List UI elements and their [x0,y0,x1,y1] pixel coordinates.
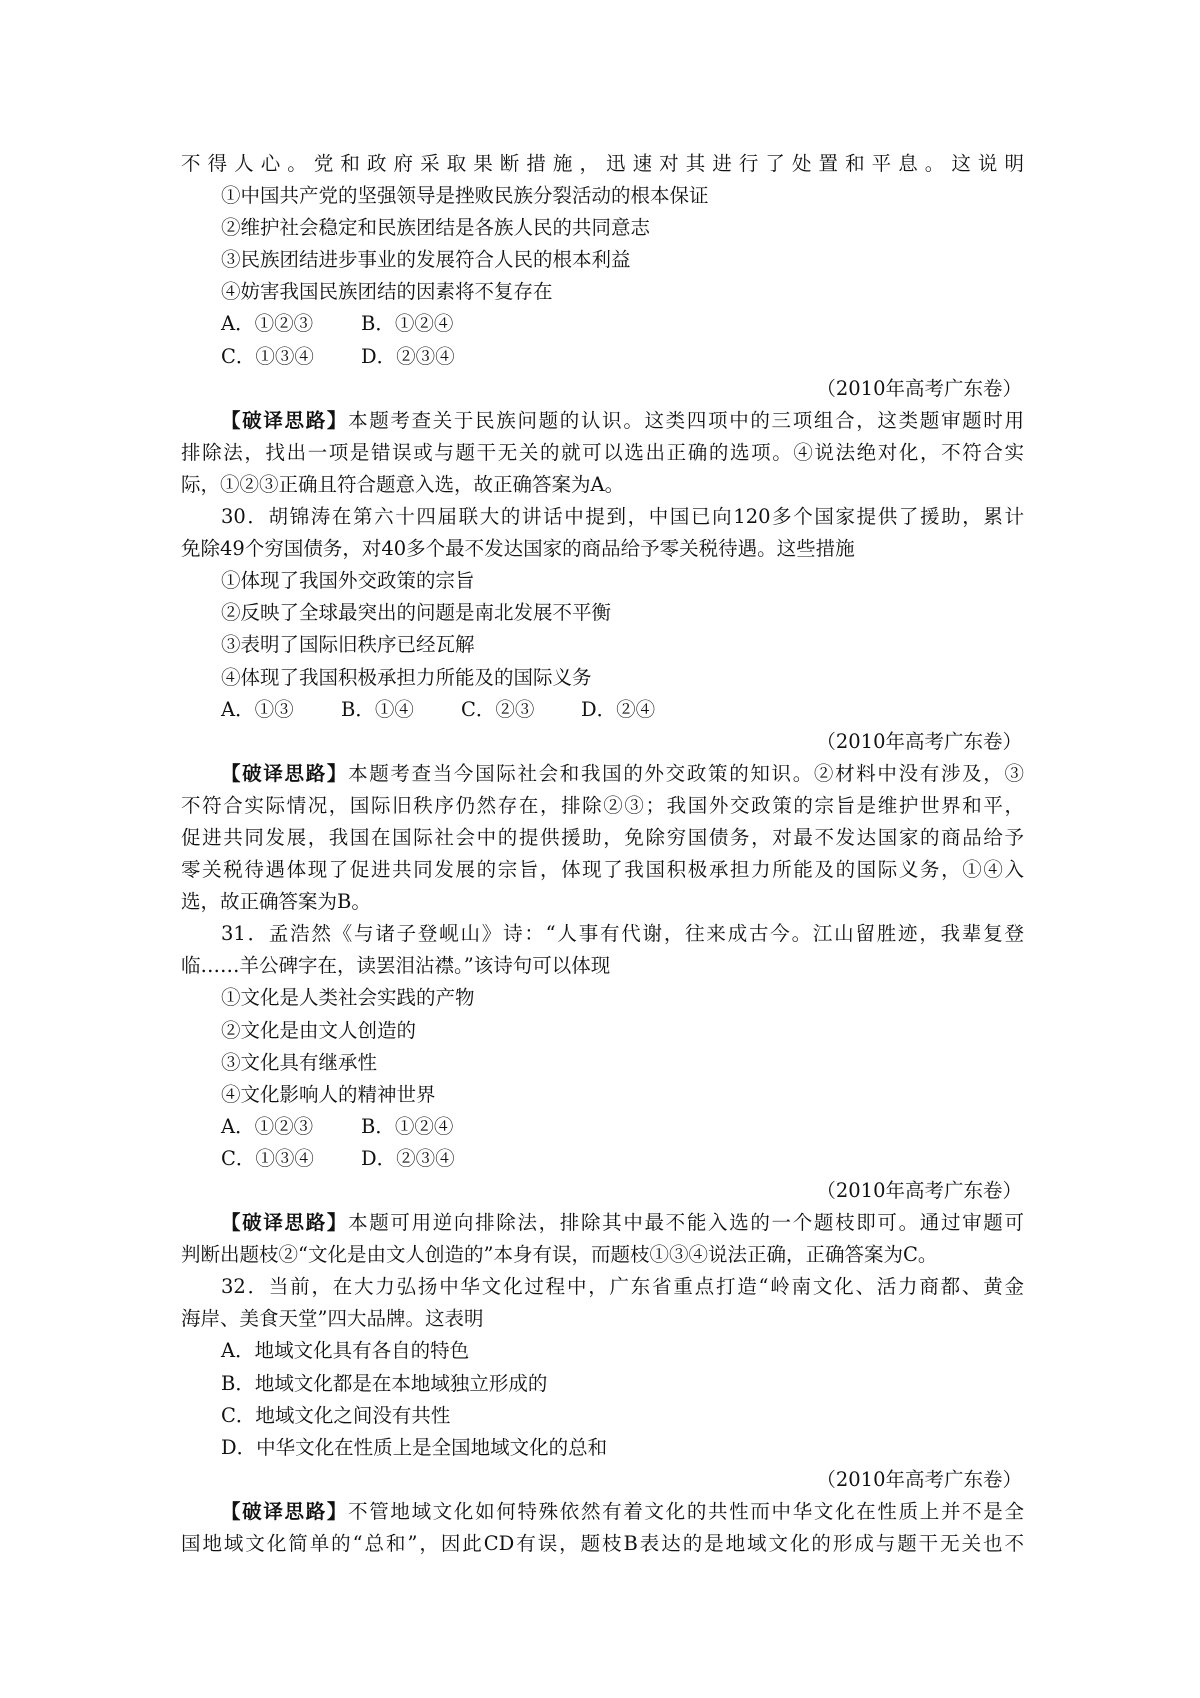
q29-option-b: B．①②④ [361,312,454,336]
q31-analysis-line-2: 判断出题枝②“文化是由文人创造的”本身有误，而题枝①③④说法正确，正确答案为C。 [181,1243,938,1267]
q31-option-d: D．②③④ [361,1146,455,1170]
q32-option-d: D．中华文化在性质上是全国地域文化的总和 [221,1435,608,1459]
q29-statement-4: ④妨害我国民族团结的因素将不复存在 [221,280,553,304]
q31-statement-4: ④文化影响人的精神世界 [221,1082,436,1106]
q32-option-a: A．地域文化具有各自的特色 [221,1339,470,1363]
q29-stem-line: 不得人心。党和政府采取果断措施，迅速对其进行了处置和平息。这说明 [181,152,1024,175]
q30-analysis-line-1 [181,758,1024,790]
q29-options-row-2 [181,341,1024,373]
q32-analysis-label: 【破译思路】 [221,1499,349,1523]
q30-analysis-text-1: 本题考查当今国际社会和我国的外交政策的知识。②材料中没有涉及，③ [348,761,1024,785]
q29-option-a: A．①②③ [221,312,314,336]
q30-statement-4: ④体现了我国积极承担力所能及的国际义务 [221,665,592,689]
document-page [181,148,1024,1560]
q32-stem-line-1: 32．当前，在大力弘扬中华文化过程中，广东省重点打造“岭南文化、活力商都、黄金 [221,1275,1024,1299]
q29-source: （2010年高考广东卷） [816,376,1022,400]
q30-statement-1: ①体现了我国外交政策的宗旨 [221,569,475,593]
q30-analysis-line-5: 选，故正确答案为B。 [181,890,371,914]
q29-analysis-line-3: 际，①②③正确且符合题意入选，故正确答案为A。 [181,472,625,496]
q31-option-b: B．①②④ [361,1114,454,1138]
q31-analysis-text-1: 本题可用逆向排除法，排除其中最不能入选的一个题枝即可。通过审题可 [348,1211,1024,1235]
q31-options-row-2 [181,1143,1024,1175]
q32-analysis-line-2: 国地域文化简单的“总和”，因此CD有误，题枝B表达的是地域文化的形成与题干无关也不 [181,1532,1024,1556]
q31-stem-line-1: 31．孟浩然《与诸子登岘山》诗：“人事有代谢，往来成古今。江山留胜迹，我辈复登 [221,922,1024,946]
q30-option-a: A．①③ [221,697,294,721]
q32-analysis-line-1 [181,1496,1024,1528]
q29-options-row-1 [181,308,1024,340]
q30-stem-line-2: 免除49个穷国债务，对40多个最不发达国家的商品给予零关税待遇。这些措施 [181,537,855,561]
q30-statement-2: ②反映了全球最突出的问题是南北发展不平衡 [221,601,612,625]
q31-option-a: A．①②③ [221,1114,314,1138]
q31-statement-2: ②文化是由文人创造的 [221,1018,417,1042]
q30-source: （2010年高考广东卷） [816,729,1022,753]
q30-analysis-label: 【破译思路】 [221,761,349,785]
q31-statement-1: ①文化是人类社会实践的产物 [221,986,475,1010]
q32-stem-line-2: 海岸、美食天堂”四大品牌。这表明 [181,1307,484,1331]
q31-source: （2010年高考广东卷） [816,1179,1022,1202]
q31-analysis-label: 【破译思路】 [221,1211,349,1235]
q32-source: （2010年高考广东卷） [816,1467,1022,1491]
q30-statement-3: ③表明了国际旧秩序已经瓦解 [221,633,475,657]
q29-option-c: C．①③④ [221,344,314,368]
q30-stem-line-1: 30．胡锦涛在第六十四届联大的讲话中提到，中国已向120多个国家提供了援助，累计 [221,505,1024,529]
q29-analysis-label: 【破译思路】 [221,408,349,432]
q30-analysis-line-3: 促进共同发展，我国在国际社会中的提供援助，免除穷国债务，对最不发达国家的商品给予 [181,825,1024,849]
q31-options-row-1 [181,1111,1024,1143]
q30-options-row [181,694,1024,726]
q29-analysis-text-1: 本题考查关于民族问题的认识。这类四项中的三项组合，这类题审题时用 [348,408,1024,432]
q30-analysis-line-4: 零关税待遇体现了促进共同发展的宗旨，体现了我国积极承担力所能及的国际义务，①④入 [181,858,1024,882]
q29-analysis-line-1 [181,405,1024,437]
q31-statement-3: ③文化具有继承性 [221,1050,378,1074]
q29-statement-3: ③民族团结进步事业的发展符合人民的根本利益 [221,248,631,272]
q30-analysis-line-2: 不符合实际情况，国际旧秩序仍然存在，排除②③；我国外交政策的宗旨是维护世界和平， [181,793,1024,817]
q32-analysis-text-1: 不管地域文化如何特殊依然有着文化的共性而中华文化在性质上并不是全 [348,1499,1024,1523]
q30-option-d: D．②④ [581,697,656,721]
q29-statement-1: ①中国共产党的坚强领导是挫败民族分裂活动的根本保证 [221,184,709,208]
q31-option-c: C．①③④ [221,1146,314,1170]
q31-stem-line-2: 临……羊公碑字在，读罢泪沾襟。”该诗句可以体现 [181,954,611,978]
q31-analysis-line-1 [181,1207,1024,1239]
q29-analysis-line-2: 排除法，找出一项是错误或与题干无关的就可以选出正确的选项。④说法绝对化，不符合实 [181,440,1024,464]
q32-option-c: C．地域文化之间没有共性 [221,1403,451,1427]
q30-option-c: C．②③ [461,697,535,721]
q29-option-d: D．②③④ [361,344,455,368]
q30-option-b: B．①④ [341,697,414,721]
q29-statement-2: ②维护社会稳定和民族团结是各族人民的共同意志 [221,216,651,240]
q32-option-b: B．地域文化都是在本地域独立形成的 [221,1371,548,1395]
